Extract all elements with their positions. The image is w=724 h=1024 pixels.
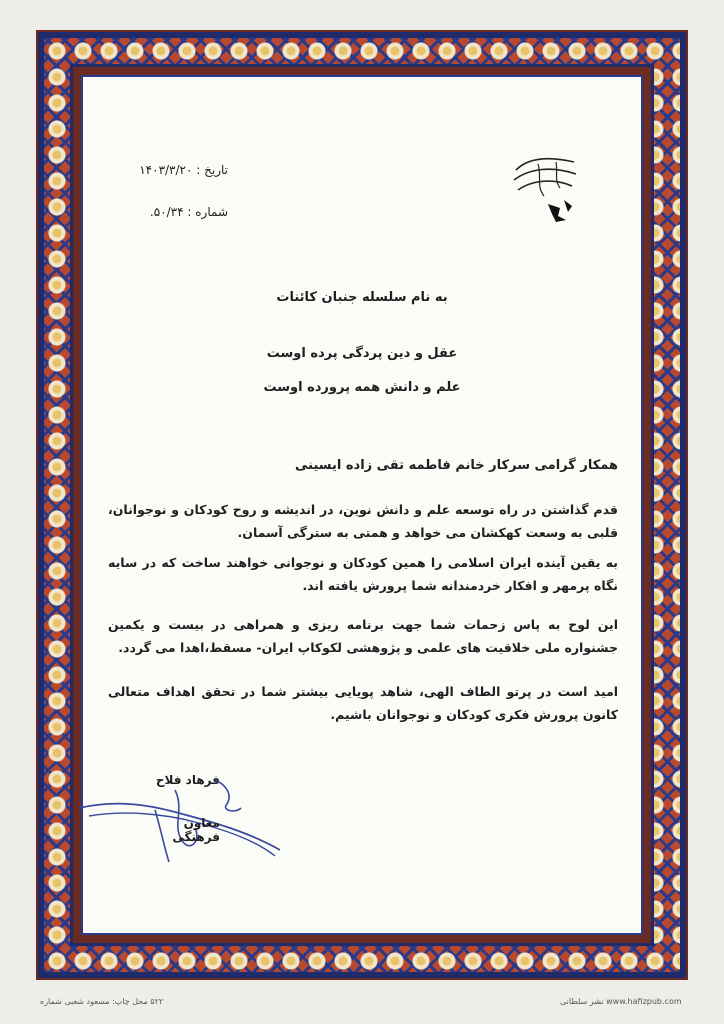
print-place: محل چاپ: مسعود شعبی شماره (40, 997, 148, 1006)
signatory-title: معاون فرهنگی (172, 816, 220, 844)
body-paragraph-1: قدم گذاشتن در راه توسعه علم و دانش نوین، در اندیشه و روح کودکان و نوجوانان، قلبی به وسعت کهکشان می خواهد و همتی به سترگی آسمان. (108, 502, 618, 540)
number-label: شماره : (187, 205, 228, 219)
date-label: تاریخ : (196, 163, 228, 177)
number-value: ۵۰/۳۴. (149, 205, 184, 219)
salutation: همکار گرامی سرکار خانم فاطمه تقی زاده ایسینی (294, 458, 618, 473)
print-number: ۵۲۲ (150, 997, 164, 1006)
date-line (118, 163, 228, 177)
number-line (118, 205, 228, 219)
body-paragraph-2: به یقین آینده ایران اسلامی را همین کودکان و نوجوانی خواهند ساخت که در سایه نگاه پرمهر و افکار خردمندانه شما پرورش یافته اند. (108, 555, 618, 593)
signatory-name: فرهاد فلاح (155, 773, 220, 787)
poem-line-2: علم و دانش همه پرورده اوست (263, 380, 461, 395)
body-paragraph-4: امید است در پرتو الطاف الهی، شاهد پویایی بیشتر شما در تحقق اهداف متعالی کانون پرورش فکری کودکان و نوجوانان باشیم. (108, 684, 618, 722)
opening-invocation: به نام سلسله جنبان کائنات (276, 290, 448, 305)
poem-line-1: عقل و دین پردگی پرده اوست (266, 346, 458, 361)
body-paragraph-3: این لوح به پاس زحمات شما جهت برنامه ریزی و همراهی در بیست و یکمین جشنواره ملی خلاقیت های علمی و پژوهشی لکوکاپ ایران- مسقط،اهدا می گردد. (108, 617, 618, 655)
date-value: ۱۴۰۳/۳/۲۰ (139, 163, 193, 177)
print-footer-left (40, 997, 163, 1006)
kanoon-logo-icon (508, 150, 580, 228)
publisher-footer: نشر سلطانی www.hafizpub.com (560, 997, 682, 1006)
